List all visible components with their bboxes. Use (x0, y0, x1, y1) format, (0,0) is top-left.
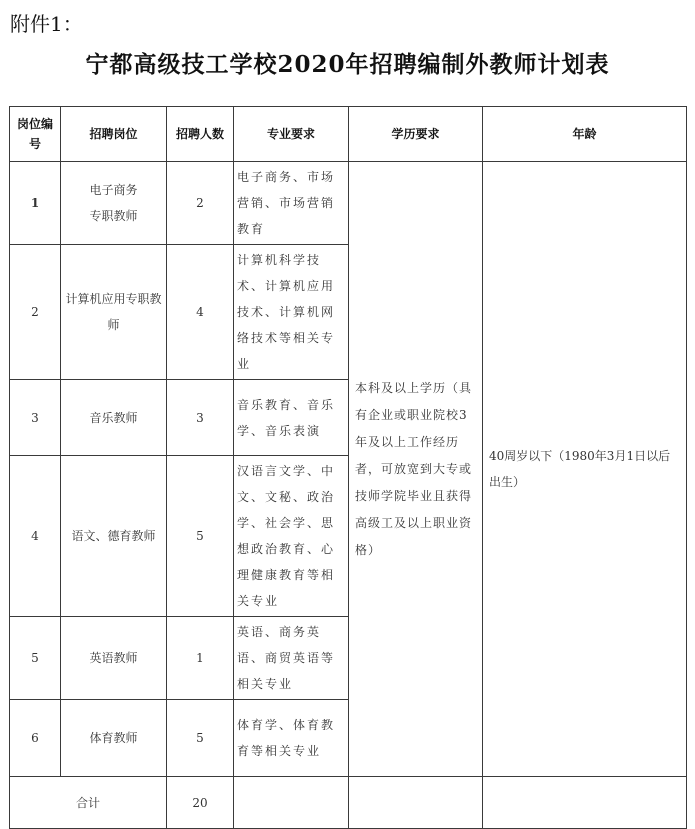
total-empty-cell (234, 777, 349, 829)
row-position: 计算机应用专职教师 (61, 245, 167, 380)
row-position: 英语教师 (61, 617, 167, 700)
row-count: 3 (167, 380, 234, 456)
header-major: 专业要求 (234, 107, 349, 162)
total-count: 20 (167, 777, 234, 829)
row-position: 语文、德育教师 (61, 456, 167, 617)
row-major: 音乐教育、音乐学、音乐表演 (234, 380, 349, 456)
total-empty-cell (483, 777, 687, 829)
header-row (10, 107, 687, 162)
row-position: 体育教师 (61, 700, 167, 777)
row-no: 6 (10, 700, 61, 777)
row-major: 汉语言文学、中文、文秘、政治学、社会学、思想政治教育、心理健康教育等相关专业 (234, 456, 349, 617)
row-major: 电子商务、市场营销、市场营销教育 (234, 162, 349, 245)
header-count: 招聘人数 (167, 107, 234, 162)
row-no: 2 (10, 245, 61, 380)
total-label: 合计 (10, 777, 167, 829)
attachment-label: 附件1： (10, 12, 83, 36)
row-count: 1 (167, 617, 234, 700)
row-count: 5 (167, 456, 234, 617)
header-position: 招聘岗位 (61, 107, 167, 162)
header-education: 学历要求 (349, 107, 483, 162)
row-no: 3 (10, 380, 61, 456)
row-major: 英语、商务英语、商贸英语等相关专业 (234, 617, 349, 700)
row-count: 2 (167, 162, 234, 245)
education-requirement: 本科及以上学历（具有企业或职业院校3年及以上工作经历者，可放宽到大专或技师学院毕业且获得高级工及以上职业资格） (349, 162, 483, 777)
table-row (10, 162, 687, 245)
age-requirement: 40周岁以下（1980年3月1日以后出生） (483, 162, 687, 777)
header-no: 岗位编号 (10, 107, 61, 162)
row-count: 4 (167, 245, 234, 380)
row-no: 1 (10, 162, 61, 245)
row-major: 体育学、体育教育等相关专业 (234, 700, 349, 777)
row-count: 5 (167, 700, 234, 777)
row-no: 4 (10, 456, 61, 617)
row-no: 5 (10, 617, 61, 700)
row-position: 音乐教师 (61, 380, 167, 456)
total-empty-cell (349, 777, 483, 829)
total-row (10, 777, 687, 829)
header-age: 年龄 (483, 107, 687, 162)
document-title: 宁都高级技工学校2020年招聘编制外教师计划表 (85, 51, 610, 78)
recruitment-plan-table (9, 106, 687, 829)
row-position: 电子商务 专职教师 (61, 162, 167, 245)
row-major: 计算机科学技术、计算机应用技术、计算机网络技术等相关专业 (234, 245, 349, 380)
